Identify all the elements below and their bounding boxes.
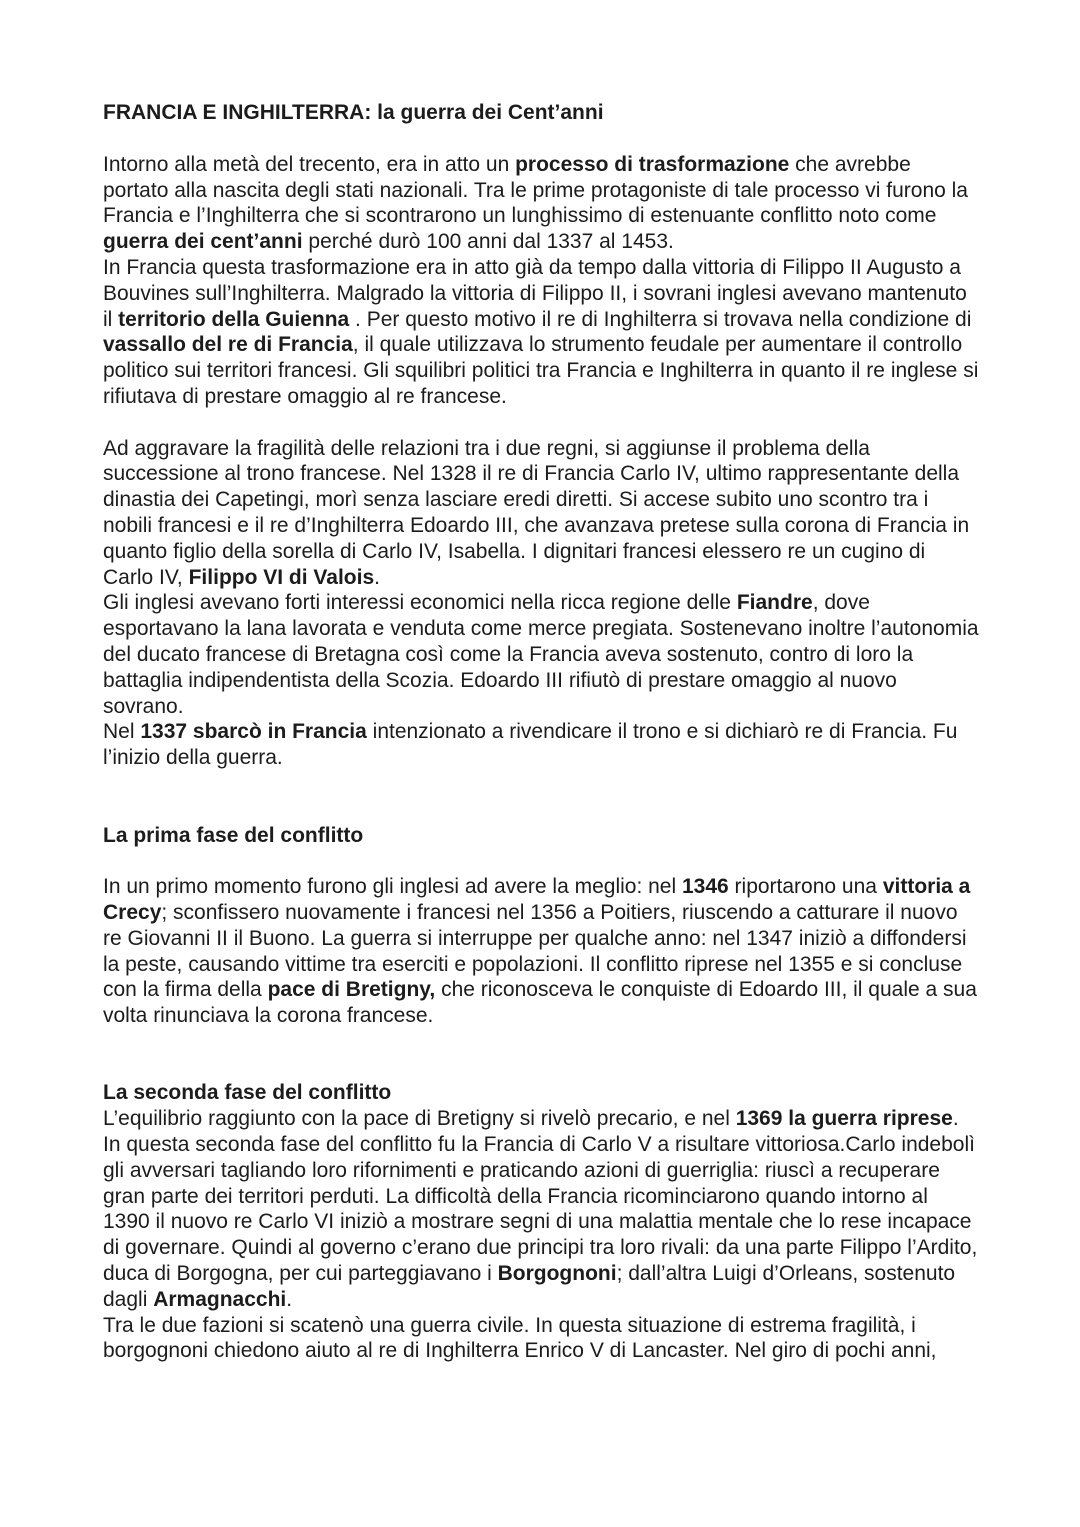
title-bold: FRANCIA E INGHILTERRA: [103, 101, 372, 124]
spacer [103, 848, 980, 874]
bold-phrase: pace di Bretigny, [267, 978, 436, 1002]
text-run: , dove esportavano la lana lavorata e venduta come merce pregiata. Sostenevano inoltre l’autonomia del ducato francese di Bretagna così come la Francia aveva sostenuto, contro di loro la battaglia indipendentista della Scozia. Edoardo III rifiutò di prestare omaggio al nuovo sovrano. [103, 591, 979, 718]
bold-phrase: processo di trasformazione [515, 152, 790, 176]
section-heading-second-phase: La seconda fase del conflitto [103, 1081, 392, 1105]
paragraph-intro [103, 152, 980, 255]
spacer [103, 771, 980, 823]
bold-phrase: Filippo VI di Valois [188, 565, 375, 589]
title-rest: la guerra dei Cent’anni [371, 101, 604, 124]
paragraph-civil-war [103, 1313, 980, 1365]
bold-phrase: 1369 la guerra riprese [735, 1107, 953, 1131]
paragraph-succession [103, 436, 980, 591]
text-run: intenzionato a rivendicare il trono e si dichiarò re di Francia. Fu l’inizio della guerra. [103, 720, 958, 770]
bold-phrase: Fiandre [736, 591, 813, 615]
text-run: perché durò 100 anni dal 1337 al 1453. [302, 230, 674, 254]
text-run: Tra le due fazioni si scatenò una guerra civile. In questa situazione di estrema fragilità, i borgognoni chiedono aiuto al re di Inghilterra Enrico V di Lancaster. Nel giro di pochi anni, [103, 1313, 937, 1363]
text-run: che avrebbe portato alla nascita degli stati nazionali. Tra le prime protagoniste di tale processo vi furono la Francia e l’Inghilterra che si scontrarono un lunghissimo di estenuante conflitto noto come [103, 152, 968, 228]
text-run: In questa seconda fase del conflitto fu la Francia di Carlo V a risultare vittoriosa.Carlo indebolì gli avversari tagliando loro rifornimenti e praticando azioni di guerriglia: riuscì a recuperare gran parte dei territori perduti. La difficoltà della Francia ricominciarono quando intorno al 1390 il nuovo re Carlo VI iniziò a mostrare segni di una malattia mentale che lo rese incapace di governare. Quindi al governo c’erano due principi tra loro rivali: da una parte Filippo l’Ardito, duca di Borgogna, per cui parteggiavano i [103, 1133, 978, 1286]
text-run: . [286, 1287, 293, 1311]
bold-phrase: Armagnacchi [153, 1287, 287, 1311]
bold-phrase: vittoria a Crecy [103, 875, 971, 924]
text-run: ; sconfissero nuovamente i francesi nel 1356 a Poitiers, riuscendo a catturare il nuovo re Giovanni II il Buono. La guerra si interruppe per qualche anno: nel 1347 iniziò a diffondersi la peste, causando vittime tra eserciti e popolazioni. Il conflitto riprese nel 1355 e si concluse con la firma della [103, 900, 967, 1002]
bold-phrase: Borgognoni [497, 1262, 617, 1286]
paragraph-charles-v [103, 1132, 980, 1313]
paragraph-flanders [103, 590, 980, 719]
bold-phrase: guerra dei cent’anni [103, 230, 303, 254]
paragraph-war-start [103, 719, 980, 771]
text-run: In Francia questa trasformazione era in atto già da tempo dalla vittoria di Filippo II Augusto a Bouvines sull’Inghilterra. Malgrado la vittoria di Filippo II, i sovrani inglesi avevano mantenuto il [103, 255, 967, 331]
document-title [103, 100, 980, 126]
spacer [103, 410, 980, 436]
text-run: Nel [103, 720, 141, 744]
text-run: che riconosceva le conquiste di Edoardo III, il quale a sua volta rinunciava la corona francese. [103, 978, 977, 1028]
bold-phrase: 1346 [681, 875, 729, 899]
text-run: , il quale utilizzava lo strumento feudale per aumentare il controllo politico sui territori francesi. Gli squilibri politici tra Francia e Inghilterra in quanto il re inglese si rifiutava di prestare omaggio al re francese. [103, 333, 979, 408]
text-run: Ad aggravare la fragilità delle relazioni tra i due regni, si aggiunse il problema della successione al trono francese. Nel 1328 il re di Francia Carlo IV, ultimo rappresentante della dinastia dei Capetingi, morì senza lasciare eredi diretti. Si accese subito uno scontro tra i nobili francesi e il re d’Inghilterra Edoardo III, che avanzava pretese sulla corona di Francia in quanto figlio della sorella di Carlo IV, Isabella. I dignitari francesi elessero re un cugino di Carlo IV, [103, 436, 970, 589]
bold-phrase: vassallo del re di Francia [103, 333, 353, 357]
bold-phrase: 1337 sbarcò in Francia [140, 720, 367, 744]
text-run: L’equilibrio raggiunto con la pace di Bretigny si rivelò precario, e nel [103, 1107, 736, 1131]
text-run: . Per questo motivo il re di Inghilterra si trovava nella condizione di [349, 307, 972, 331]
text-run: In un primo momento furono gli inglesi ad avere la meglio: nel [103, 875, 682, 899]
text-run: ; dall’altra Luigi d’Orleans, sostenuto dagli [103, 1262, 956, 1311]
text-run: . [952, 1107, 959, 1131]
spacer [103, 1029, 980, 1081]
text-run: Intorno alla metà del trecento, era in atto un [103, 152, 516, 176]
section-heading-first-phase: La prima fase del conflitto [103, 823, 364, 847]
paragraph-second-phase-start [103, 1106, 980, 1132]
paragraph-france-transformation [103, 255, 980, 410]
text-run: Gli inglesi avevano forti interessi economici nella ricca regione delle [103, 591, 737, 615]
paragraph-first-phase [103, 874, 980, 1029]
text-run: riportarono una [728, 875, 883, 899]
bold-phrase: territorio della Guienna [118, 307, 350, 331]
text-run: . [374, 565, 380, 589]
